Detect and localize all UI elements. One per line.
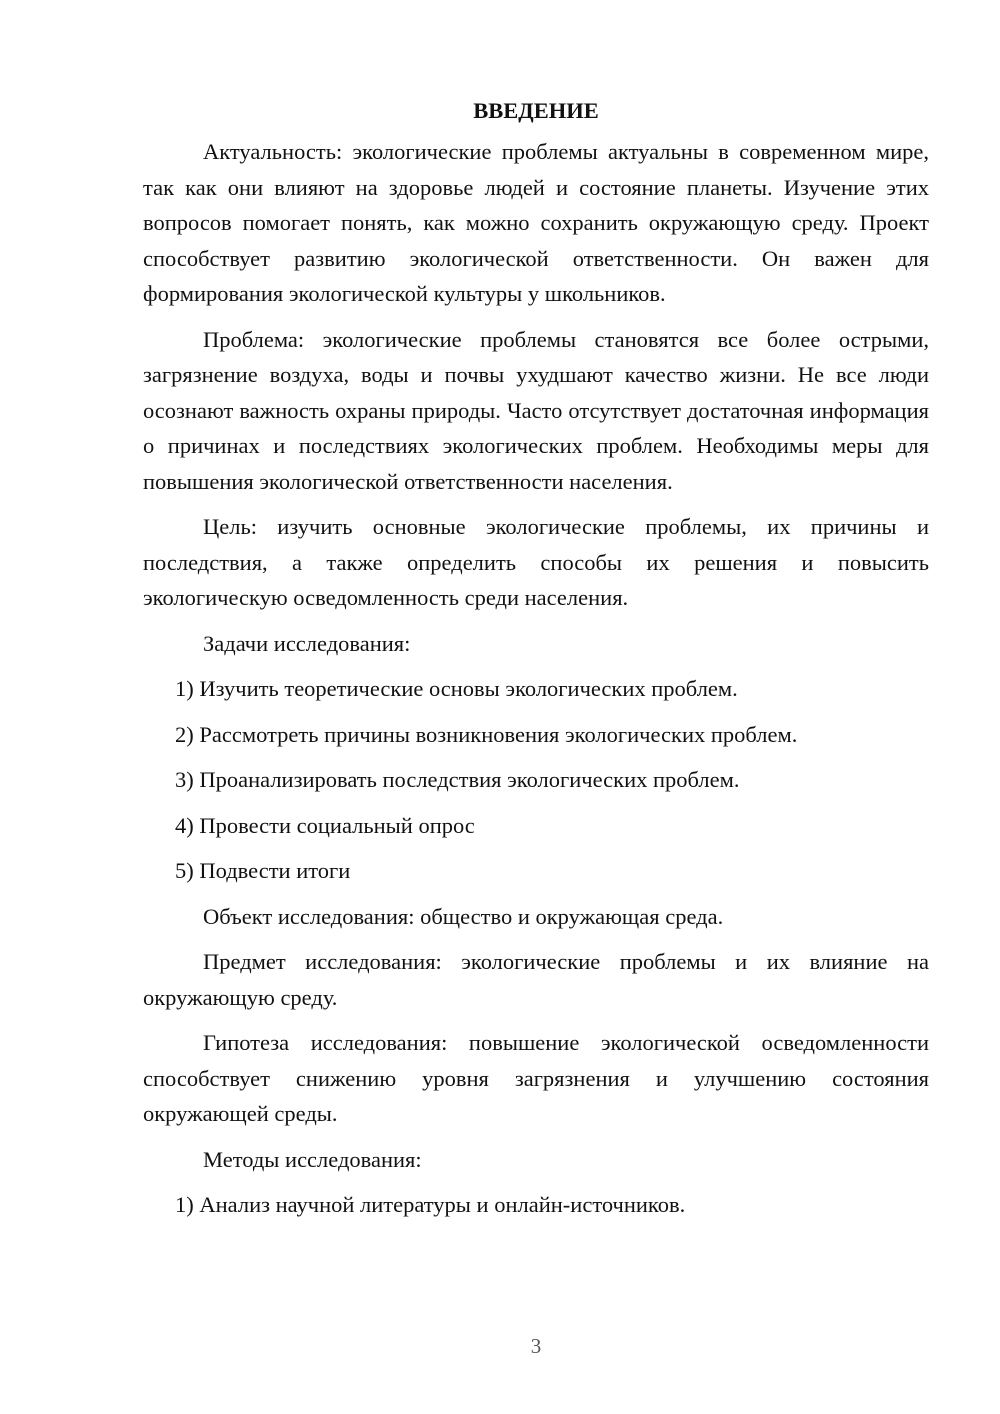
relevance-paragraph: Актуальность: экологические проблемы актуальны в современном мире, так как они влияют на здоровье людей и состояние планеты. Изучение этих вопросов помогает понять, как можно сохранить окружающую среду. Проект способствует развитию экологической ответственности. Он важен для формирования экологической культуры у школьников. xyxy=(143,139,929,306)
task-item: 4) Провести социальный опрос xyxy=(175,812,475,838)
document-page xyxy=(143,96,929,1233)
subject-paragraph: Предмет исследования: экологические проблемы и их влияние на окружающую среду. xyxy=(143,949,929,1010)
problem-paragraph: Проблема: экологические проблемы становятся все более острыми, загрязнение воздуха, воды и почвы ухудшают качество жизни. Не все люди осознают важность охраны природы. Часто отсутствует достаточная информация о причинах и последствиях экологических проблем. Необходимы меры для повышения экологической ответственности населения. xyxy=(143,326,929,494)
object-paragraph: Объект исследования: общество и окружающая среда. xyxy=(203,903,724,929)
task-item: 5) Подвести итоги xyxy=(175,858,351,883)
page-title: ВВЕДЕНИЕ xyxy=(473,98,599,123)
page-number: 3 xyxy=(530,1334,542,1358)
method-item: 1) Анализ научной литературы и онлайн-источников. xyxy=(175,1192,686,1217)
task-item: 1) Изучить теоретические основы экологических проблем. xyxy=(175,676,738,701)
task-item: 2) Рассмотреть причины возникновения экологических проблем. xyxy=(175,721,798,747)
tasks-heading: Задачи исследования: xyxy=(203,630,411,656)
methods-heading: Методы исследования: xyxy=(203,1146,422,1172)
goal-paragraph: Цель: изучить основные экологические проблемы, их причины и последствия, а также определить способы их решения и повысить экологическую осведомленность среди населения. xyxy=(143,514,929,610)
hypothesis-paragraph: Гипотеза исследования: повышение экологической осведомленности способствует снижению уровня загрязнения и улучшению состояния окружающей среды. xyxy=(143,1030,929,1126)
task-item: 3) Проанализировать последствия экологических проблем. xyxy=(175,767,740,792)
